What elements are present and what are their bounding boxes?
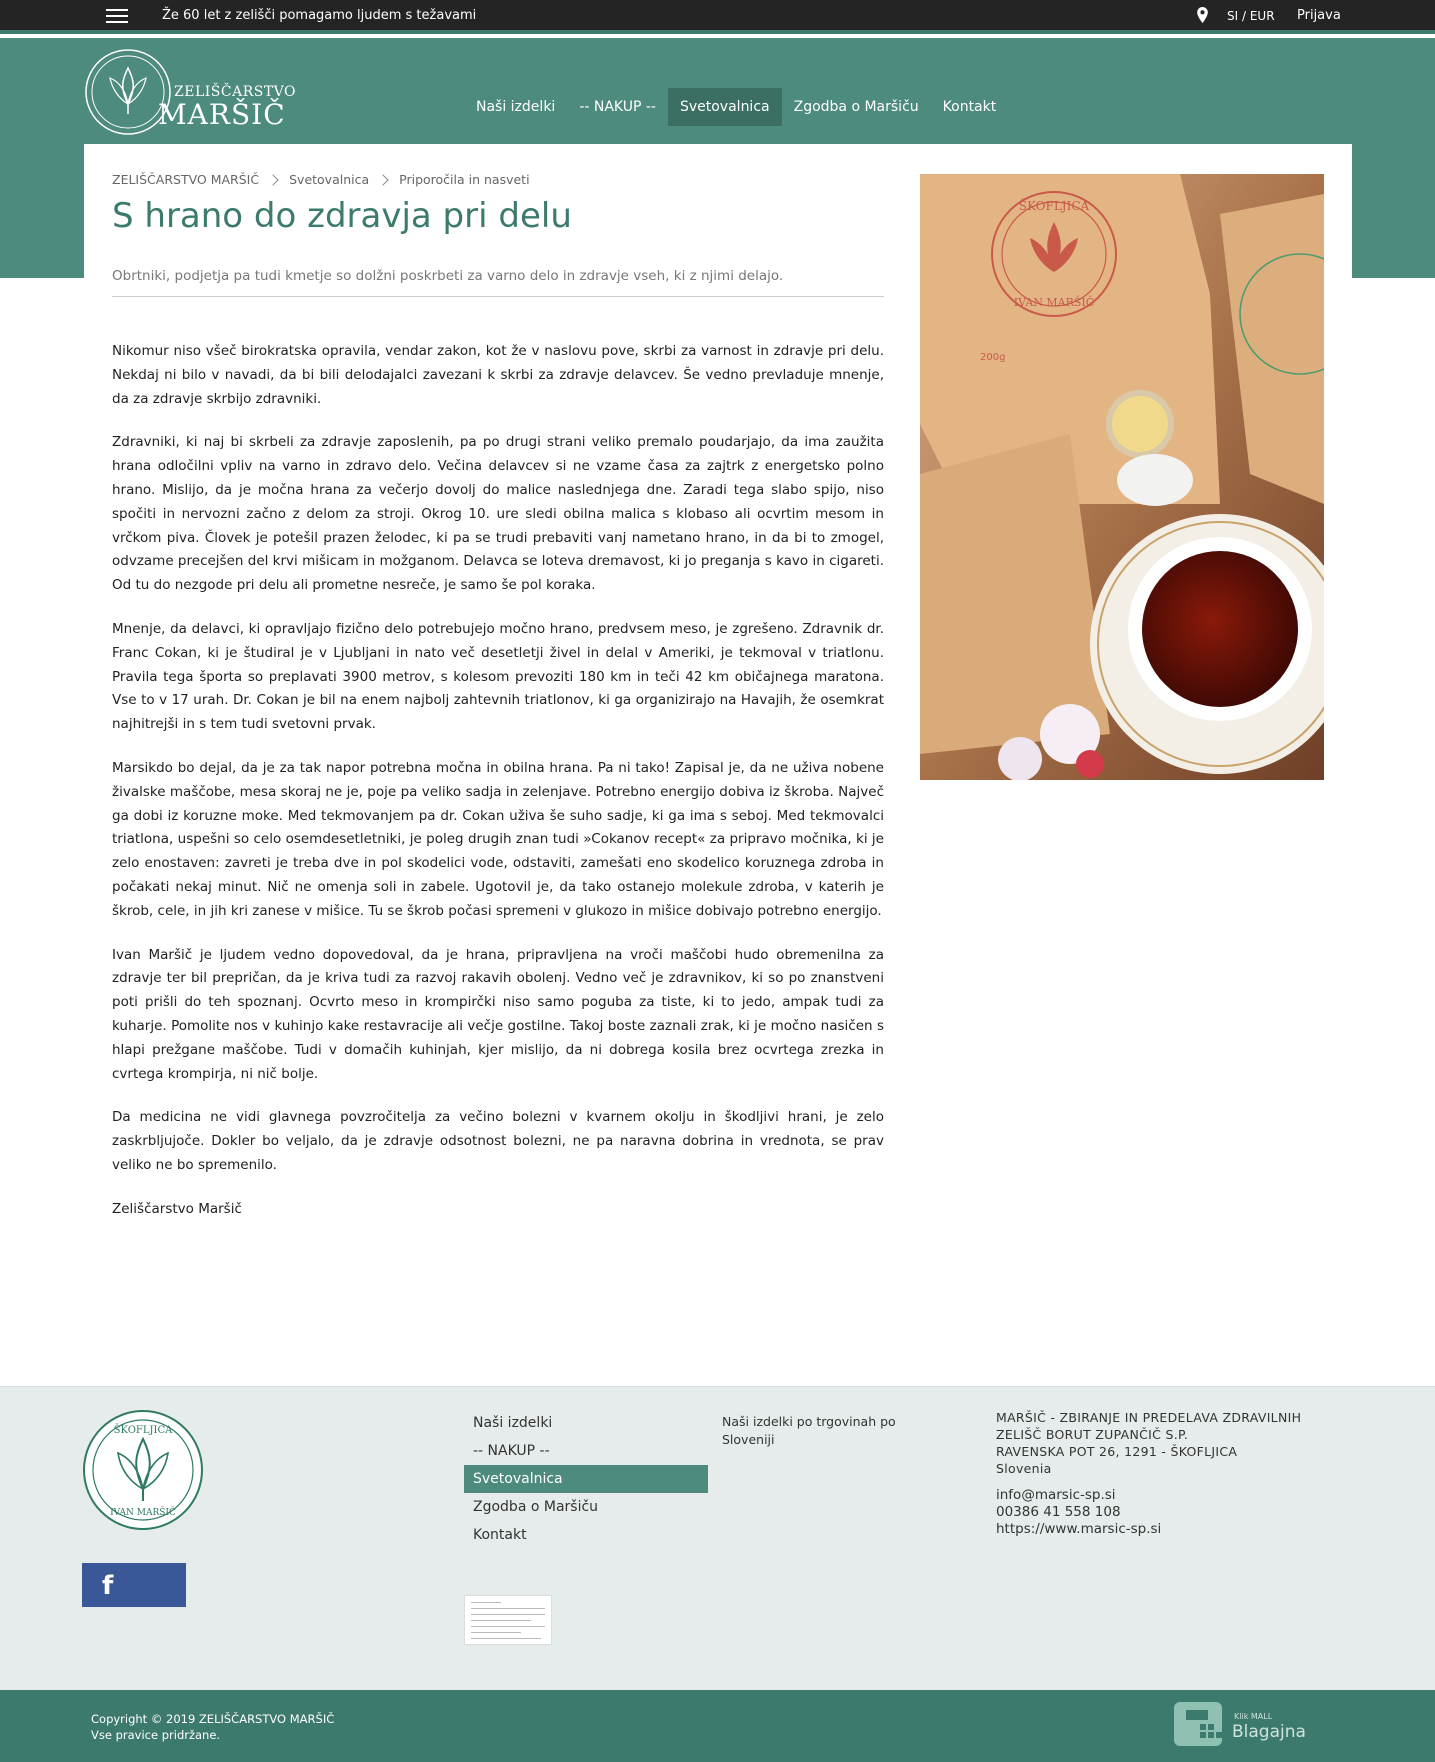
footer-logo[interactable] [82, 1409, 204, 1531]
footer-nav-shop[interactable]: -- NAKUP -- [473, 1443, 550, 1459]
article-paragraph: Mnenje, da delavci, ki opravljajo fizično delo potrebujejo močno hrano, predvsem meso, je zgrešeno. Zdravnik dr. Franc Cokan, ki je študiral je v Ljubljani in nato več desetletji živel in delal v Ameriki, je tekmoval v triatlonu. Pravila tega športa so preplavati 3900 metrov, s kolesom prevoziti 180 km in teči 42 km običajnega maratona. Vse to v 17 urah. Dr. Cokan je bil na enem najbolj zahtevnih triatlonov, ki ga organizirajo na Havajih, že osemkrat najhitrejši in s tem tudi svetovni prvak. [112, 620, 884, 733]
article-lead: Obrtniki, podjetja pa tudi kmetje so dolžni poskrbeti za varno delo in zdravje vseh, ki z njimi delajo. [112, 268, 884, 297]
logo-wordmark-main: MARŠIČ [158, 98, 286, 131]
address-line: MARŠIČ - ZBIRANJE IN PREDELAVA ZDRAVILNIH [996, 1410, 1302, 1425]
nav-item-contact[interactable]: Kontakt [942, 99, 997, 115]
rights-text: Vse pravice pridržane. [91, 1728, 221, 1742]
chevron-right-icon [377, 174, 388, 185]
blagajna-logo-icon[interactable] [1174, 1702, 1228, 1748]
breadcrumb-advice[interactable]: Svetovalnica [289, 172, 370, 187]
footer-nav-products[interactable]: Naši izdelki [473, 1415, 553, 1431]
nav-item-shop[interactable]: -- NAKUP -- [579, 99, 656, 115]
bag-label-top: ŠKOFLJICA [1018, 199, 1090, 213]
site-footer [0, 1386, 1435, 1690]
stores-link[interactable]: Naši izdelki po trgovinah po Sloveniji [722, 1414, 896, 1447]
language-currency-switch[interactable]: SI / EUR [1227, 9, 1275, 23]
chevron-right-icon [267, 174, 278, 185]
article-photo [920, 174, 1324, 780]
main-navigation [464, 88, 1008, 126]
footer-nav-contact[interactable]: Kontakt [473, 1527, 527, 1543]
bag-weight: 200g [980, 352, 1006, 363]
footer-seal-top: ŠKOFLJICA [113, 1425, 173, 1436]
phone-number[interactable]: 00386 41 558 108 [996, 1504, 1121, 1520]
email-link[interactable]: info@marsic-sp.si [996, 1487, 1116, 1503]
copyright-text: Copyright © 2019 ZELIŠČARSTVO MARŠIČ [91, 1712, 335, 1726]
article-paragraph: Zdravniki, ki naj bi skrbeli za zdravje zaposlenih, pa po drugi strani veliko premalo poudarjajo, da ima zaužita hrana odločilni vpliv na varno in zdravo delo. Večina delavcev si ne vzame časa za zajtrk z energetsko polno hrano. Mislijo, da je močna hrana za večerjo dovolj do malice naslednjega dne. Zaradi tega slabo spijo, niso spočiti in nervozni začno z delom za stroji. Okrog 10. ure sledi obilna malica s klobaso ali ocvrtim mesom in vrčkom piva. Človek je potešil prazen želodec, ki pa se trudi prebaviti vanj nametano hrano, in da bi to zmogel, odvzame precejšen del krvi mišicam in možganom. Delavca se loteva dremavost, ki jo preganja s kavo in cigareti. Od tu do nezgode pri delu ali prometne nesreče, je samo še pol koraka. [112, 434, 884, 594]
blagajna-small-label: Klik MALL [1234, 1712, 1273, 1721]
top-bar [0, 0, 1435, 34]
nav-item-advice[interactable]: Svetovalnica [668, 88, 782, 126]
login-link[interactable]: Prijava [1297, 8, 1341, 23]
article-paragraph: Nikomur niso všeč birokratska opravila, vendar zakon, kot že v naslovu pove, skrbi za varnost in zdravje pri delu. Nekdaj ni bilo v navadi, da bi bili delodajalci zavezani k skrbi za zdravje delavcev. Še vedno prevladuje mnenje, da za zdravje skrbijo zdravniki. [112, 343, 884, 407]
address-country: Slovenia [996, 1461, 1052, 1476]
company-address [996, 1409, 1301, 1477]
breadcrumb-home[interactable]: ZELIŠČARSTVO MARŠIČ [112, 172, 260, 187]
tagline: Že 60 let z zelišči pomagamo ljudem s težavami [162, 8, 477, 23]
article-body [112, 340, 884, 1242]
footer-nav-story[interactable]: Zgodba o Maršiču [473, 1499, 599, 1515]
facebook-icon: f [102, 1571, 114, 1601]
blagajna-label[interactable]: Blagajna [1232, 1722, 1306, 1742]
footer-navigation [464, 1409, 708, 1549]
website-link[interactable]: https://www.marsic-sp.si [996, 1521, 1162, 1537]
nav-item-story[interactable]: Zgodba o Maršiču [793, 99, 919, 115]
breadcrumb-current[interactable]: Priporočila in nasveti [399, 172, 530, 187]
nav-item-products[interactable]: Naši izdelki [476, 99, 556, 115]
main-content [84, 144, 1352, 1254]
article-paragraph: Ivan Maršič je ljudem vedno dopovedoval, da je hrana, pripravljena na vroči maščobi hudo obremenilna za zdravje ter bil prepričan, da je kriva tudi za razvoj rakavih obolenj. Vedno več je zdravnikov, ki so po znanstveni poti prišli do teh spoznanj. Ocvrto meso in krompirčki niso samo poguba za tiste, ki to jedo, ampak tudi za kuharje. Pomolite nos v kuhinjo kake restavracije ali večje gostilne. Takoj boste zaznali zrak, ki je močno nasičen s hlapi prežgane maščobe. Tudi v domačih kuhinjah, kjer mislijo, da ni dobrega kosila brez ocvrtega zrezka in cvrtega krompirja, ni nič bolje. [112, 946, 884, 1082]
article-paragraph: Marsikdo bo dejal, da je za tak napor potrebna močna in obilna hrana. Pa ni tako! Zapisal je, da ne uživa nobene živalske maščobe, mesa skoraj ne je, poje pa veliko sadja in zelenjave. Potrebno energijo dobiva iz škroba. Največ ga dobi iz koruzne moke. Med tekmovanjem pa dr. Cokan uživa še suho sadje, ki ga ima s seboj. Med tekmovalci triatlona, uspešni so celo osemdesetletniki, je poleg drugih znan tudi »Cokanov recept« za pripravo močnika, ki je zelo enostaven: zavreti je treba dve in pol skodelici vode, odstaviti, zamešati eno skodelico koruznega zdroba in počakati nekaj minut. Nič ne omenja soli in zabele. Ugotovil je, da tako ostanejo molekule zdroba, v katerih je škrob, cele, in jih kri zanese v mišice. Tu se škrob počasi spremeni v glukozo in mišice dobivajo potrebno energijo. [112, 759, 884, 919]
article-signature: Zeliščarstvo Maršič [112, 1200, 242, 1217]
facebook-button[interactable] [82, 1563, 186, 1607]
article-paragraph: Da medicina ne vidi glavnega povzročitelja za večino bolezni v kvarnem okolju in škodljivi hrani, je zelo zaskrbljujoče. Dokler bo veljalo, da je zdravje odsotnost bolezni, ne pa naravna dobrina in vrednota, se prav veliko ne bo spremenilo. [112, 1109, 884, 1173]
bag-label-bottom: IVAN MARŠIČ [1013, 296, 1095, 309]
certificate-thumbnail[interactable] [464, 1595, 552, 1645]
logo-wordmark-top: ZELIŠČARSTVO [174, 84, 296, 100]
company-contact [996, 1487, 1161, 1538]
breadcrumb [112, 172, 530, 187]
footer-seal-bottom: IVAN MARŠIČ [110, 1508, 176, 1518]
address-line: ZELIŠČ BORUT ZUPANČIČ S.P. [996, 1427, 1189, 1442]
hamburger-menu-icon[interactable] [106, 9, 128, 23]
address-line: RAVENSKA POT 26, 1291 - ŠKOFLJICA [996, 1444, 1238, 1459]
location-pin-icon[interactable] [1197, 7, 1208, 23]
copyright-bar [0, 1690, 1435, 1762]
footer-nav-advice[interactable]: Svetovalnica [464, 1465, 708, 1493]
page-title: S hrano do zdravja pri delu [112, 196, 572, 236]
